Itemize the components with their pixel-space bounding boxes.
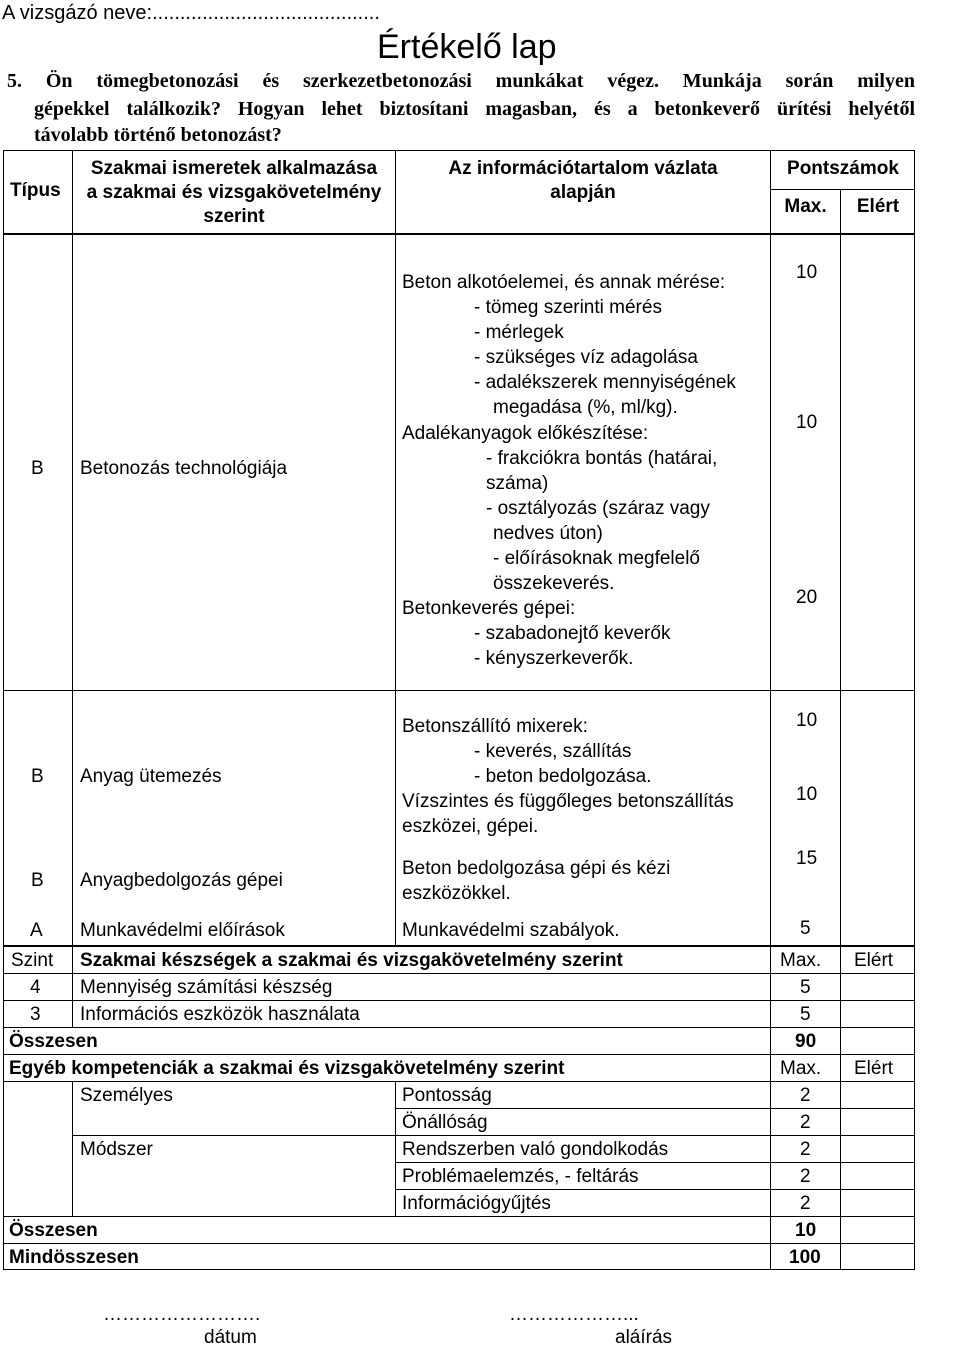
row1-line: - kényszerkeverők. xyxy=(474,648,634,669)
divider xyxy=(770,234,771,946)
page-title: Értékelő lap xyxy=(377,28,557,66)
row1-topic: Betonozás technológiája xyxy=(80,458,288,479)
row2-line: Betonszállító mixerek: xyxy=(402,716,588,737)
skill-points: 5 xyxy=(800,977,811,998)
col-max-header: Max. xyxy=(784,196,827,217)
col-knowledge-header-1: Szakmai ismeretek alkalmazása xyxy=(90,158,378,179)
competency-group: Módszer xyxy=(80,1139,153,1160)
row2-topic: Anyag ütemezés xyxy=(80,766,222,787)
row1-points: 20 xyxy=(796,587,818,608)
competency-points: 2 xyxy=(800,1085,811,1106)
row-divider xyxy=(3,1243,915,1244)
divider xyxy=(395,1081,396,1216)
competency-points: 2 xyxy=(800,1112,811,1133)
row3-topic: Anyagbedolgozás gépei xyxy=(80,870,283,891)
divider xyxy=(72,234,73,946)
competencies-total: 10 xyxy=(795,1220,817,1241)
divider xyxy=(72,1081,73,1216)
row1-line: megadása (%, ml/kg). xyxy=(493,397,678,418)
row-divider xyxy=(395,1189,915,1190)
skills-level-header: Szint xyxy=(11,950,54,971)
row-divider xyxy=(3,1027,915,1028)
row2-points: 10 xyxy=(796,710,818,731)
question-line-3: távolabb történő betonozást? xyxy=(34,124,282,146)
divider xyxy=(395,150,396,234)
signature-label: aláírás xyxy=(615,1327,673,1348)
row1-line: - előírásoknak megfelelő xyxy=(493,548,700,569)
skills-max-header: Max. xyxy=(780,950,822,971)
row-divider xyxy=(395,1108,915,1109)
question-line-1: 5. Ön tömegbetonozási és szerkezetbetonozási munkákat végez. Munkája során milyen xyxy=(7,70,915,92)
divider xyxy=(840,234,841,946)
skills-total: 90 xyxy=(795,1031,817,1052)
competency-points: 2 xyxy=(800,1166,811,1187)
col-knowledge-header-3: szerint xyxy=(203,206,265,227)
competency-item: Információgyűjtés xyxy=(402,1193,551,1214)
skill-name: Információs eszközök használata xyxy=(80,1004,360,1025)
row1-line: Betonkeverés gépei: xyxy=(402,598,576,619)
row4-line: Munkavédelmi szabályok. xyxy=(402,920,620,941)
row4-topic: Munkavédelmi előírások xyxy=(80,920,285,941)
row-divider xyxy=(3,1000,915,1001)
question-line-2: gépekkel találkozik? Hogyan lehet biztosítani magasban, és a betonkeverő ürítési helyétől xyxy=(34,98,915,120)
date-label: dátum xyxy=(204,1327,257,1348)
col-outline-header-1: Az információtartalom vázlata xyxy=(448,158,718,179)
competencies-total-label: Összesen xyxy=(9,1220,98,1241)
row1-points: 10 xyxy=(796,412,818,433)
divider xyxy=(395,234,396,946)
date-dots: ……………………. xyxy=(103,1304,261,1325)
skill-level: 3 xyxy=(30,1004,41,1025)
row1-line: - mérlegek xyxy=(474,322,564,343)
row1-line: összekeverés. xyxy=(493,573,615,594)
row3-points: 15 xyxy=(796,848,818,869)
competency-item: Rendszerben való gondolkodás xyxy=(402,1139,669,1160)
row1-line: - tömeg szerinti mérés xyxy=(474,297,662,318)
skill-points: 5 xyxy=(800,1004,811,1025)
skills-earned-header: Elért xyxy=(854,950,894,971)
row1-line: Adalékanyagok előkészítése: xyxy=(402,423,649,444)
examinee-name-line: A vizsgázó neve:......................................... xyxy=(2,2,380,24)
competency-item: Önállóság xyxy=(402,1112,488,1133)
row2-line: - keverés, szállítás xyxy=(474,741,632,762)
row4-type: A xyxy=(30,920,43,941)
skill-level: 4 xyxy=(30,977,41,998)
col-knowledge-header-2: a szakmai és vizsgakövetelmény xyxy=(86,182,382,203)
row-divider xyxy=(395,1162,915,1163)
competency-item: Problémaelemzés, - feltárás xyxy=(402,1166,639,1187)
row-divider xyxy=(3,1216,915,1217)
col-outline-header-2: alapján xyxy=(550,182,616,203)
content-table xyxy=(3,234,915,946)
row2-points: 10 xyxy=(796,784,818,805)
row4-points: 5 xyxy=(800,918,811,939)
row1-points: 10 xyxy=(796,262,818,283)
competencies-header: Egyéb kompetenciák a szakmai és vizsgakövetelmény szerint xyxy=(9,1058,565,1079)
col-type-header: Típus xyxy=(10,180,61,201)
row2-line: - beton bedolgozása. xyxy=(474,766,652,787)
grand-total-label: Mindösszesen xyxy=(9,1247,139,1268)
row1-line: Beton alkotóelemei, és annak mérése: xyxy=(402,272,726,293)
competency-points: 2 xyxy=(800,1139,811,1160)
row1-line: - frakciókra bontás (határai, xyxy=(486,448,718,469)
competency-item: Pontosság xyxy=(402,1085,492,1106)
row1-line: száma) xyxy=(486,473,549,494)
divider xyxy=(72,150,73,234)
row1-line: - szabadonejtő keverők xyxy=(474,623,671,644)
skills-total-label: Összesen xyxy=(9,1031,98,1052)
competencies-earned-header: Elért xyxy=(854,1058,894,1079)
row1-line: - osztályozás (száraz vagy xyxy=(486,498,710,519)
row1-line: - adalékszerek mennyiségének xyxy=(474,372,736,393)
divider xyxy=(770,189,915,190)
row-divider xyxy=(3,1081,915,1082)
row2-type: B xyxy=(31,766,44,787)
skill-name: Mennyiség számítási készség xyxy=(80,977,333,998)
signature-dots: ………………... xyxy=(509,1304,639,1325)
row-divider xyxy=(72,1135,915,1136)
competency-group: Személyes xyxy=(80,1085,173,1106)
grand-total: 100 xyxy=(789,1247,821,1268)
row2-line: Vízszintes és függőleges betonszállítás xyxy=(402,791,734,812)
competency-points: 2 xyxy=(800,1193,811,1214)
row2-line: eszközei, gépei. xyxy=(402,816,539,837)
divider xyxy=(72,946,73,1027)
competencies-max-header: Max. xyxy=(780,1058,822,1079)
row1-line: nedves úton) xyxy=(493,523,603,544)
row1-type: B xyxy=(31,458,44,479)
col-points-header: Pontszámok xyxy=(787,158,899,179)
row1-line: - szükséges víz adagolása xyxy=(474,347,698,368)
row3-line: Beton bedolgozása gépi és kézi xyxy=(402,858,671,879)
row-divider xyxy=(3,973,915,974)
skills-header: Szakmai készségek a szakmai és vizsgakövetelmény szerint xyxy=(80,950,623,971)
row-divider xyxy=(3,1054,915,1055)
row-divider xyxy=(3,690,915,691)
row3-line: eszközökkel. xyxy=(402,883,511,904)
row3-type: B xyxy=(31,870,44,891)
col-earned-header: Elért xyxy=(856,196,900,217)
